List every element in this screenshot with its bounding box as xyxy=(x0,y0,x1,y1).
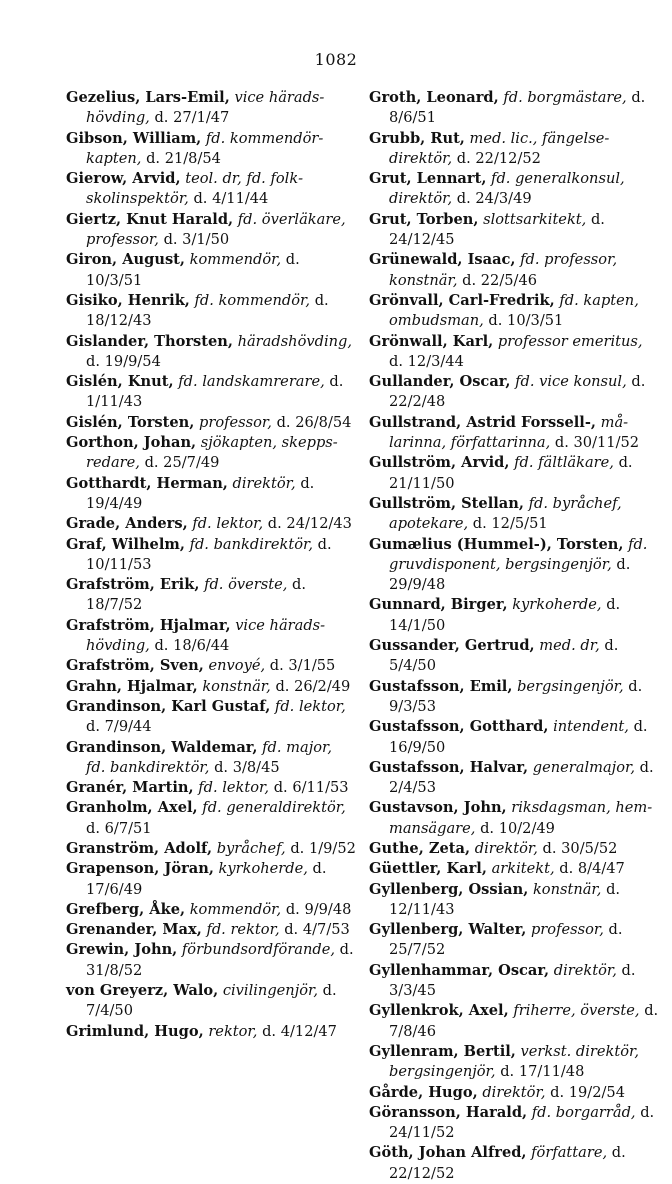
entry-name: Grandinson, Karl Gustaf, xyxy=(66,697,271,715)
entry-date: d. 4/12/47 xyxy=(262,1022,337,1040)
list-item xyxy=(369,210,659,251)
list-item xyxy=(369,169,659,210)
entry-name: Grenander, Max, xyxy=(66,921,202,939)
list-item xyxy=(66,920,356,940)
entry-name: Grafström, Erik, xyxy=(66,576,200,594)
entry-date: d. 7/4/50 xyxy=(86,982,337,1020)
entry-title: med. lic., fängelsedirektör, xyxy=(389,129,610,167)
list-item xyxy=(369,961,659,1002)
entry-title: professor, xyxy=(199,413,272,431)
list-item xyxy=(369,758,659,799)
list-item xyxy=(369,88,659,129)
list-item xyxy=(369,859,659,879)
entry-date: d. 22/12/52 xyxy=(389,1144,626,1182)
entry-name: von Greyerz, Walo, xyxy=(66,982,219,1000)
entry-title: fd. fältläkare, xyxy=(514,454,614,472)
entry-title: direktör, xyxy=(482,1083,546,1101)
entry-date: d. 16/9/50 xyxy=(389,718,648,756)
entry-title: fd. överste, xyxy=(204,576,288,594)
list-item xyxy=(369,1083,659,1103)
entry-name: Grönwall, Karl, xyxy=(369,332,494,350)
entry-date: d. 25/7/52 xyxy=(389,921,623,959)
entry-name: Granström, Adolf, xyxy=(66,839,213,857)
entry-title: författare, xyxy=(531,1144,608,1162)
entry-title: förbundsordförande, xyxy=(181,941,336,959)
list-item xyxy=(66,778,356,798)
entry-title: friherre, överste, xyxy=(513,1002,640,1020)
list-item xyxy=(369,129,659,170)
list-item xyxy=(66,291,356,332)
entry-name: Göth, Johan Alfred, xyxy=(369,1144,527,1162)
entry-date: d. 4/11/44 xyxy=(193,190,269,208)
list-item xyxy=(369,880,659,921)
entry-date: d. 18/7/52 xyxy=(86,576,306,614)
page-number: 1082 xyxy=(314,50,358,69)
entry-title: fd. bankdirektör, xyxy=(189,535,313,553)
entry-date: d. 24/12/43 xyxy=(267,515,352,533)
entry-title: vice häradshövding, xyxy=(86,89,325,127)
list-item xyxy=(369,494,659,535)
entry-date: d. 24/12/45 xyxy=(389,210,605,249)
entry-date: d. 18/12/43 xyxy=(86,291,329,330)
entry-name: Gibson, William, xyxy=(66,129,202,147)
entry-title: fd. kommendörkapten, xyxy=(86,129,324,167)
list-item xyxy=(369,535,659,596)
entry-name: Grade, Anders, xyxy=(66,515,188,533)
entry-title: fd. major, fd. bankdirektör, xyxy=(86,738,333,776)
entry-date: d. 10/3/51 xyxy=(86,251,300,289)
entry-title: konstnär, xyxy=(532,880,602,898)
entry-title: fd. borgmästare, xyxy=(503,89,627,106)
entry-title: kommendör, xyxy=(189,251,282,269)
entry-title: fd. lektor, xyxy=(274,697,346,715)
list-item xyxy=(66,575,356,616)
entry-date: d. 25/7/49 xyxy=(144,454,220,472)
entry-title: arkitekt, xyxy=(491,860,555,878)
entry-name: Gunnard, Birger, xyxy=(369,596,508,614)
entry-name: Gustavson, John, xyxy=(369,799,507,817)
entry-date: d. 3/8/45 xyxy=(214,758,280,776)
list-item xyxy=(66,514,356,534)
list-item xyxy=(369,291,659,332)
entry-title: bergsingenjör, xyxy=(517,677,624,695)
entry-date: d. 10/2/49 xyxy=(480,819,555,837)
entry-date: d. 3/3/45 xyxy=(389,961,636,1000)
entry-title: verkst. direktör, bergsingenjör, xyxy=(389,1042,640,1081)
list-item xyxy=(369,595,659,636)
entry-date: d. 21/8/54 xyxy=(146,149,221,167)
entry-title: fd. lektor, xyxy=(192,515,264,533)
entry-title: vice häradshövding, xyxy=(86,616,326,655)
entry-date: d. 1/9/52 xyxy=(290,839,356,857)
entry-title: konstnär, xyxy=(202,677,271,695)
list-item xyxy=(66,88,356,129)
list-item xyxy=(66,900,356,920)
list-item xyxy=(66,433,356,474)
entry-name: Gumælius (Hummel-), Torsten, xyxy=(369,535,624,553)
entry-name: Grubb, Rut, xyxy=(369,129,465,147)
entry-date: d. 24/11/52 xyxy=(389,1103,655,1142)
entry-name: Grefberg, Åke, xyxy=(66,900,186,918)
list-item xyxy=(66,474,356,515)
entry-title: direktör, xyxy=(553,961,617,979)
entry-name: Grafström, Hjalmar, xyxy=(66,616,231,634)
entry-title: intendent, xyxy=(553,718,629,736)
entry-date: d. 24/3/49 xyxy=(456,190,532,208)
entry-title: fd. kapten, ombudsman, xyxy=(389,291,639,330)
entry-name: Gullander, Oscar, xyxy=(369,373,511,391)
list-item xyxy=(369,636,659,677)
entry-date: d. 31/8/52 xyxy=(86,941,354,979)
list-item xyxy=(369,250,659,291)
entry-name: Guthe, Zeta, xyxy=(369,839,471,857)
entry-date: d. 12/11/43 xyxy=(389,880,621,918)
entry-title: kyrkoherde, xyxy=(512,596,602,614)
entry-title: fd. vice konsul, xyxy=(515,373,627,391)
list-item xyxy=(66,656,356,676)
entry-date: d. 18/6/44 xyxy=(154,637,230,655)
entry-name: Gustafsson, Emil, xyxy=(369,677,513,695)
entry-date: d. 19/4/49 xyxy=(86,474,315,512)
entry-title: direktör, xyxy=(232,474,296,492)
entry-date: d. 27/1/47 xyxy=(154,109,230,127)
list-item xyxy=(369,1042,659,1083)
entry-name: Grimlund, Hugo, xyxy=(66,1022,204,1040)
entry-name: Göransson, Harald, xyxy=(369,1103,528,1121)
list-item xyxy=(66,169,356,210)
entry-title: kyrkoherde, xyxy=(218,860,308,878)
entry-name: Gustafsson, Halvar, xyxy=(369,758,529,776)
entry-date: d. 22/2/48 xyxy=(389,373,646,411)
entry-title: sjökapten, skeppsredare, xyxy=(86,434,338,472)
entry-name: Grünewald, Isaac, xyxy=(369,251,516,269)
list-item xyxy=(66,798,356,839)
entry-date: d. 26/8/54 xyxy=(276,413,352,431)
entry-date: d. 1/11/43 xyxy=(86,373,344,411)
entry-title: civilingenjör, xyxy=(222,982,319,1000)
entry-title: teol. dr, fd. folkskolinspektör, xyxy=(86,170,304,208)
entry-name: Gislén, Torsten, xyxy=(66,413,195,431)
entry-name: Gezelius, Lars-Emil, xyxy=(66,89,230,106)
entry-title: kommendör, xyxy=(189,900,282,918)
entry-date: d. 30/5/52 xyxy=(542,839,618,857)
entry-date: d. 10/11/53 xyxy=(86,535,332,573)
entry-title: envoyé, xyxy=(208,657,266,675)
entry-title: fd. lektor, xyxy=(198,779,270,797)
entry-date: d. 9/3/53 xyxy=(389,677,643,715)
entry-date: d. 26/2/49 xyxy=(275,677,351,695)
entry-title: fd. landskamrerare, xyxy=(178,373,325,391)
list-item xyxy=(66,535,356,576)
entry-title: generalmajor, xyxy=(532,758,636,776)
entry-title: fd. professor, konstnär, xyxy=(389,251,618,289)
entry-date: d. 9/9/48 xyxy=(285,900,352,918)
list-item xyxy=(66,129,356,170)
entry-date: d. 12/5/51 xyxy=(472,515,548,533)
entry-name: Granér, Martin, xyxy=(66,779,194,797)
right-column xyxy=(369,88,659,1184)
entry-date: d. 6/11/53 xyxy=(273,779,349,797)
list-item xyxy=(369,798,659,839)
entry-name: Grahn, Hjalmar, xyxy=(66,677,198,695)
list-item xyxy=(66,677,356,697)
entry-date: d. 12/3/44 xyxy=(389,352,464,370)
entry-title: byråchef, xyxy=(216,839,286,857)
entry-title: fd. kommendör, xyxy=(194,291,311,309)
entry-name: Güettler, Karl, xyxy=(369,860,487,878)
list-item xyxy=(369,372,659,413)
list-item xyxy=(369,1103,659,1144)
list-item xyxy=(66,859,356,900)
entry-title: riksdagsman, hemmansägare, xyxy=(389,799,653,837)
entry-date: d. 3/1/50 xyxy=(163,231,230,249)
entry-name: Grandinson, Waldemar, xyxy=(66,738,258,756)
entry-name: Graf, Wilhelm, xyxy=(66,535,185,553)
list-item xyxy=(369,453,659,494)
entry-name: Gussander, Gertrud, xyxy=(369,637,535,655)
entry-title: fd. generaldirektör, xyxy=(202,799,346,817)
entry-date: d. 30/11/52 xyxy=(554,434,640,452)
list-item xyxy=(66,616,356,657)
entry-title: rektor, xyxy=(208,1022,258,1040)
entry-name: Gislander, Thorsten, xyxy=(66,332,233,350)
list-item xyxy=(66,697,356,738)
entry-name: Grut, Lennart, xyxy=(369,170,487,188)
entry-name: Gyllenkrok, Axel, xyxy=(369,1002,509,1020)
entry-date: d. 14/1/50 xyxy=(389,596,621,634)
entry-title: målarinna, författarinna, xyxy=(389,413,629,452)
entry-date: d. 7/8/46 xyxy=(389,1002,659,1040)
entry-date: d. 29/9/48 xyxy=(389,555,631,594)
list-item xyxy=(66,413,356,433)
entry-date: d. 5/4/50 xyxy=(389,637,619,675)
list-item xyxy=(66,332,356,373)
entry-date: d. 7/9/44 xyxy=(86,718,152,736)
entry-name: Gullstrand, Astrid Forssell-, xyxy=(369,413,596,431)
entry-name: Giertz, Knut Harald, xyxy=(66,210,234,228)
entry-title: fd. generalkonsul, direktör, xyxy=(389,170,625,208)
entry-name: Giron, August, xyxy=(66,251,185,269)
entry-name: Gisiko, Henrik, xyxy=(66,291,190,309)
entry-name: Grewin, John, xyxy=(66,941,178,959)
entry-name: Gustafsson, Gotthard, xyxy=(369,718,549,736)
entry-name: Gorthon, Johan, xyxy=(66,434,197,452)
entry-title: fd. överläkare, professor, xyxy=(86,210,346,249)
entry-date: d. 17/11/48 xyxy=(500,1063,585,1081)
entry-title: häradshövding, xyxy=(237,332,353,350)
entry-date: d. 19/9/54 xyxy=(86,352,161,370)
entry-title: direktör, xyxy=(474,839,538,857)
entry-name: Gyllenberg, Ossian, xyxy=(369,880,529,898)
entry-name: Grönvall, Carl-Fredrik, xyxy=(369,291,555,309)
list-item xyxy=(369,677,659,718)
entry-title: fd. borgarråd, xyxy=(531,1103,636,1121)
list-item xyxy=(66,372,356,413)
entry-date: d. 22/12/52 xyxy=(456,149,541,167)
list-item xyxy=(369,920,659,961)
entry-name: Gyllenram, Bertil, xyxy=(369,1042,516,1060)
entry-title: fd. byråchef, apotekare, xyxy=(389,494,622,533)
list-item xyxy=(369,839,659,859)
list-item xyxy=(66,250,356,291)
entry-name: Groth, Leonard, xyxy=(369,89,499,106)
list-item xyxy=(66,1022,356,1042)
list-item xyxy=(66,981,356,1022)
entry-date: d. 6/7/51 xyxy=(86,819,152,837)
entry-date: d. 4/7/53 xyxy=(284,921,350,939)
entry-title: slottsarkitekt, xyxy=(483,210,587,228)
left-column xyxy=(66,88,356,1042)
entry-name: Gierow, Arvid, xyxy=(66,170,181,188)
list-item xyxy=(369,1143,659,1184)
entry-name: Gyllenberg, Walter, xyxy=(369,921,527,939)
list-item xyxy=(66,210,356,251)
entry-title: professor emeritus, xyxy=(497,332,643,350)
entry-date: d. 10/3/51 xyxy=(488,312,564,330)
list-item xyxy=(369,332,659,373)
list-item xyxy=(66,738,356,779)
entry-date: d. 22/5/46 xyxy=(462,271,538,289)
entry-name: Gullström, Stellan, xyxy=(369,494,524,512)
list-item xyxy=(369,1001,659,1042)
entry-name: Grapenson, Jöran, xyxy=(66,860,214,878)
entry-date: d. 17/6/49 xyxy=(86,860,327,898)
entry-date: d. 2/4/53 xyxy=(389,758,654,797)
entry-title: fd. rektor, xyxy=(206,921,280,939)
entry-name: Gullström, Arvid, xyxy=(369,454,510,472)
list-item xyxy=(66,839,356,859)
entry-date: d. 19/2/54 xyxy=(550,1083,625,1101)
entry-title: med. dr, xyxy=(539,637,600,655)
entry-name: Gotthardt, Herman, xyxy=(66,474,228,492)
list-item xyxy=(369,413,659,454)
list-item xyxy=(66,940,356,981)
list-item xyxy=(369,717,659,758)
entry-name: Granholm, Axel, xyxy=(66,799,198,817)
entry-name: Grut, Torben, xyxy=(369,210,479,228)
entry-title: professor, xyxy=(530,921,604,939)
entry-name: Gislén, Knut, xyxy=(66,373,174,391)
entry-date: d. 8/6/51 xyxy=(389,89,646,127)
entry-name: Gyllenhammar, Oscar, xyxy=(369,961,550,979)
entry-date: d. 8/4/47 xyxy=(559,860,625,878)
entry-title: fd. gruvdisponent, bergsingenjör, xyxy=(389,535,648,573)
entry-name: Grafström, Sven, xyxy=(66,657,204,675)
entry-date: d. 3/1/55 xyxy=(269,657,336,675)
entry-date: d. 21/11/50 xyxy=(389,454,633,492)
entry-name: Gårde, Hugo, xyxy=(369,1083,478,1101)
